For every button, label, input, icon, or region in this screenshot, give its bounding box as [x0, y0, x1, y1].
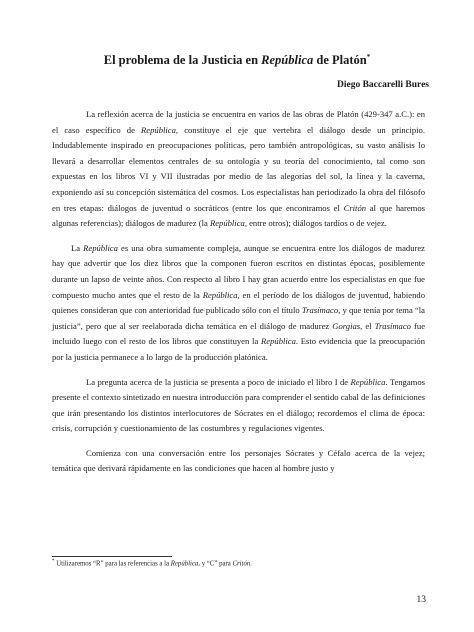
text-run: , en el período de los diálogos de juventud, habiendo quienes consideran que con anterioridad fue publicado sólo con el título — [52, 289, 425, 316]
paragraph — [52, 375, 425, 437]
italic-text: Critón — [343, 202, 367, 213]
text-run: . Tengamos presente el contexto sintetizado en nuestra introducción para comprender el sentido cabal de las definiciones que irán presentando los distintos interlocutores de Sócrates en el diálogo; recordemos el clima de época: crisis, corrupción y cuestionamiento de las costumbres y regulaciones vigentes. — [52, 376, 425, 434]
italic-text: Gorgias — [332, 320, 361, 331]
author-name: Diego Baccarelli Bures — [337, 80, 429, 90]
italic-text: República — [83, 242, 118, 253]
title-text-end: de Platón — [313, 53, 367, 68]
text-run: Comienza con una conversación entre los personajes Sócrates y Céfalo acerca de la vejez; temática que derivará rápidamente en las condiciones que hacen al hombre justo y — [52, 447, 425, 474]
page-title — [0, 53, 474, 68]
italic-text: República — [350, 376, 386, 387]
paragraph — [52, 107, 425, 232]
text-run: . — [250, 560, 252, 568]
title-italic-text: República — [261, 53, 314, 68]
italic-text: Trasímaco — [374, 320, 411, 331]
text-run: , constituye el eje que vertebra el diálogo desde un principio. Indudablemente inspirado en preocupaciones políticas, pero también antropológicas, su vasto análisis lo llevará a desarrollar elementos centrales de su ontología y su teoría del conocimiento, tal como son expuestas en los libros VI y VII ilustradas por medio de las alegorías del sol, la línea y la caverna, exponiendo así su concepción sistemática del cosmos. Los especialistas han periodizado la obra del filósofo en tres etapas: diálogos de juventud o socráticos (entre los que encontramos el — [52, 124, 426, 213]
title-footnote-mark: * — [366, 53, 371, 61]
text-run: fue incluido luego con el resto de los libros que constituyen la — [52, 320, 426, 347]
italic-text: República — [141, 124, 176, 135]
paragraph — [52, 446, 425, 477]
italic-text: República — [209, 218, 245, 229]
body-text — [52, 107, 425, 486]
italic-text: Trasímaco — [301, 305, 339, 316]
footnote — [52, 559, 432, 567]
text-run: , y “C” para — [198, 560, 233, 568]
text-run: . Esto evidencia que la preocupación por la justicia permanece a lo largo de la producción platónica. — [52, 336, 425, 362]
italic-text: República — [202, 289, 238, 300]
title-text: El problema de la Justicia en — [103, 53, 262, 68]
italic-text: República — [261, 336, 296, 347]
text-run: es una obra sumamente compleja, aunque se encuentra entre los diálogos de madurez hay que advertir que los diez libros que la componen fueron escritos en distintas épocas, posiblemente durante un lapso de veinte años. Con respecto al libro I hay gran acuerdo entre los especialistas en que fue compuesto mucho antes que el resto de la — [52, 242, 425, 300]
text-run: La — [71, 242, 84, 253]
footnote-divider — [52, 556, 172, 557]
text-run: al que haremos algunas referencias); diálogos de madurez (la — [52, 202, 425, 229]
text-run: , y que tenía por tema “la justicia”, pero que al ser reelaborada dicha temática en el diálogo de madurez — [52, 305, 425, 331]
text-run: , entre otros); diálogos tardíos o de vejez. — [244, 218, 387, 229]
text-run: Utilizaremos “R” para las referencias a la — [54, 560, 171, 568]
italic-text: República — [170, 560, 199, 568]
text-run: La reflexión acerca de la justicia se encuentra en varios de las obras de Platón (429-347 a.C.): en el caso específico de — [52, 109, 425, 135]
footnote-text — [55, 560, 252, 567]
footnote-mark: * — [52, 559, 55, 564]
text-run: , el — [360, 320, 375, 331]
text-run: La pregunta acerca de la justicia se presenta a poco de iniciado el libro I de — [86, 376, 351, 387]
italic-text: Critón — [232, 560, 251, 568]
paragraph — [52, 241, 425, 366]
page-number: 13 — [416, 595, 426, 605]
